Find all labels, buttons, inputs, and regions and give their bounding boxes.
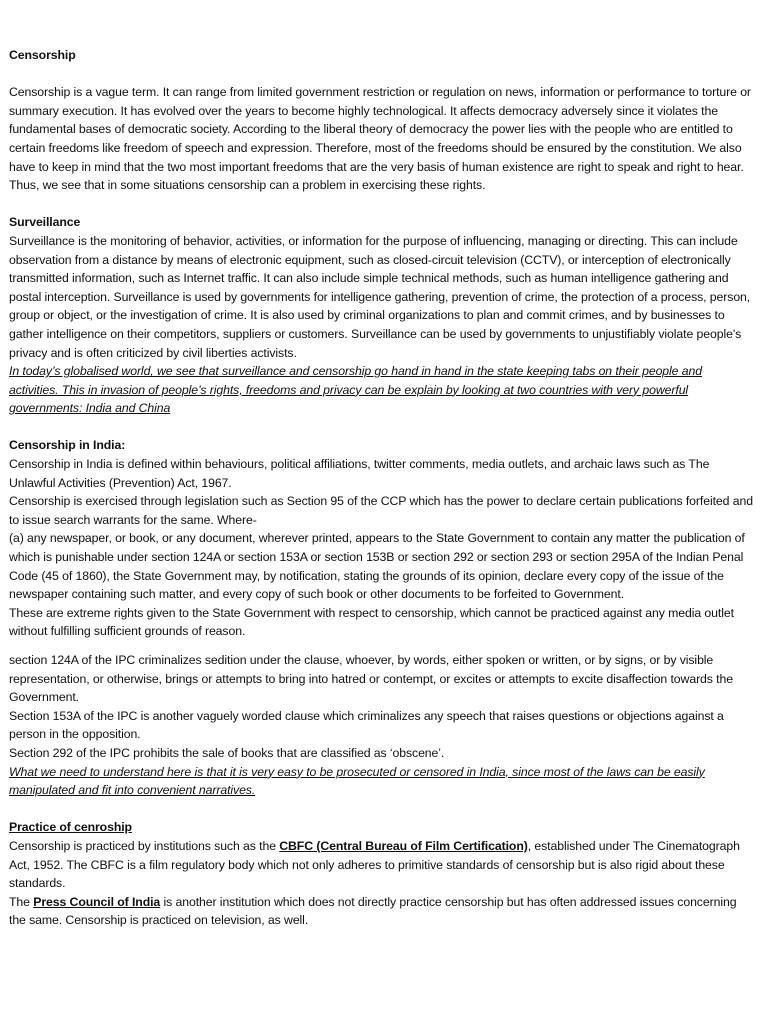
spacer [9, 418, 754, 437]
spacer [9, 195, 754, 214]
practice-heading: Practice of cenroship [9, 820, 132, 835]
practice-p2-text-a: The [9, 894, 34, 909]
surveillance-paragraph: Surveillance is the monitoring of behavior, activities, or information for the purpose of influencing, managing or directing. This can include observation from a distance by means of electronic equipment, such as closed-circuit television (CCTV), or interception of electronically transmitted information, such as Internet traffic. It can also include simple technical methods, such as human intelligence gathering and postal interception. Surveillance is used by governments for intelligence gathering, prevention of crime, the protection of a process, person, group or object, or the investigation of crime. It is also used by criminal organizations to plan and commit crimes, and by businesses to gather intelligence on their competitors, suppliers or customers. Surveillance can be used by governments to unjustifiably violate people's privacy and is often criticized by civil liberties activists. [9, 233, 751, 360]
india-paragraph-2: Censorship is exercised through legislation such as Section 95 of the CCP which has the power to declare certain publications forfeited and to issue search warrants for the same. Where- [9, 494, 753, 527]
practice-p2-text-b: is another institution which does not directly practice censorship but has often addressed issues concerning the same. Censorship is practiced on television, as well. [9, 894, 737, 928]
spacer [9, 800, 754, 819]
press-council-link[interactable]: Press Council of India [33, 894, 161, 909]
india-paragraph-7: Section 292 of the IPC prohibits the sale of books that are classified as ‘obscene’. [9, 745, 445, 760]
india-heading: Censorship in India: [9, 438, 126, 453]
india-paragraph-1: Censorship in India is defined within behaviours, political affiliations, twitter comments, media outlets, and archaic laws such as The Unlawful Activities (Prevention) Act, 1967. [9, 457, 710, 490]
censorship-paragraph: Censorship is a vague term. It can range from limited government restriction or regulation on news, information or performance to torture or summary execution. It has evolved over the years to become highly technological. It affects democracy adversely since it violates the fundamental bases of democratic society. According to the liberal theory of democracy the power lies with the people who are entitled to certain freedoms like freedom of speech and expression. Therefore, most of the freedoms should be ensured by the constitution. We also have to keep in mind that the two most important freedoms that are the very basis of human existence are right to speak and right to hear. Thus, we see that in some situations censorship can a problem in exercising these rights. [9, 85, 751, 193]
india-emphasis: What we need to understand here is that it is very easy to be prosecuted or censored in India, since most of the laws can be easily manipulated and fit into convenient narratives. [9, 764, 705, 798]
spacer [9, 65, 754, 84]
surveillance-heading: Surveillance [9, 215, 81, 230]
india-paragraph-6: Section 153A of the IPC is another vaguely worded clause which criminalizes any speech that raises questions or objections against a person in the opposition. [9, 708, 724, 742]
surveillance-emphasis: In today’s globalised world, we see that surveillance and censorship go hand in hand in the state keeping tabs on their people and activities. This in invasion of people’s rights, freedoms and privacy can be explain by looking at two countries with very powerful governments: India and China [9, 364, 702, 416]
india-paragraph-4: These are extreme rights given to the State Government with respect to censorship, which cannot be practiced against any media outlet without fulfilling sufficient grounds of reason. [9, 605, 734, 639]
censorship-heading: Censorship [9, 48, 76, 62]
document-body [9, 46, 754, 930]
india-paragraph-5: section 124A of the IPC criminalizes sedition under the clause, whoever, by words, either spoken or written, or by signs, or by visible representation, or otherwise, brings or attempts to bring into hatred or contempt, or excites or attempts to excite disaffection towards the Government. [9, 653, 733, 705]
india-paragraph-3: (a) any newspaper, or book, or any document, wherever printed, appears to the State Government to contain any matter the publication of which is punishable under section 124A or section 153A or section 153B or section 292 or section 293 or section 295A of the Indian Penal Code (45 of 1860), the State Government may, by notification, stating the grounds of its opinion, declare every copy of the issue of the newspaper containing such matter, and every copy of such book or other documents to be forfeited to Government. [9, 531, 745, 602]
practice-paragraph-1 [9, 837, 754, 893]
practice-p1-text-b: , established under The Cinematograph Act, 1952. The CBFC is a film regulatory body which not only adheres to primitive standards of censorship but is also rigid about these standards. [9, 838, 740, 891]
cbfc-link[interactable]: CBFC (Central Bureau of Film Certification) [279, 838, 528, 853]
practice-paragraph-2 [9, 893, 754, 930]
spacer [9, 641, 754, 651]
practice-p1-text-a: Censorship is practiced by institutions such as the [9, 838, 280, 853]
